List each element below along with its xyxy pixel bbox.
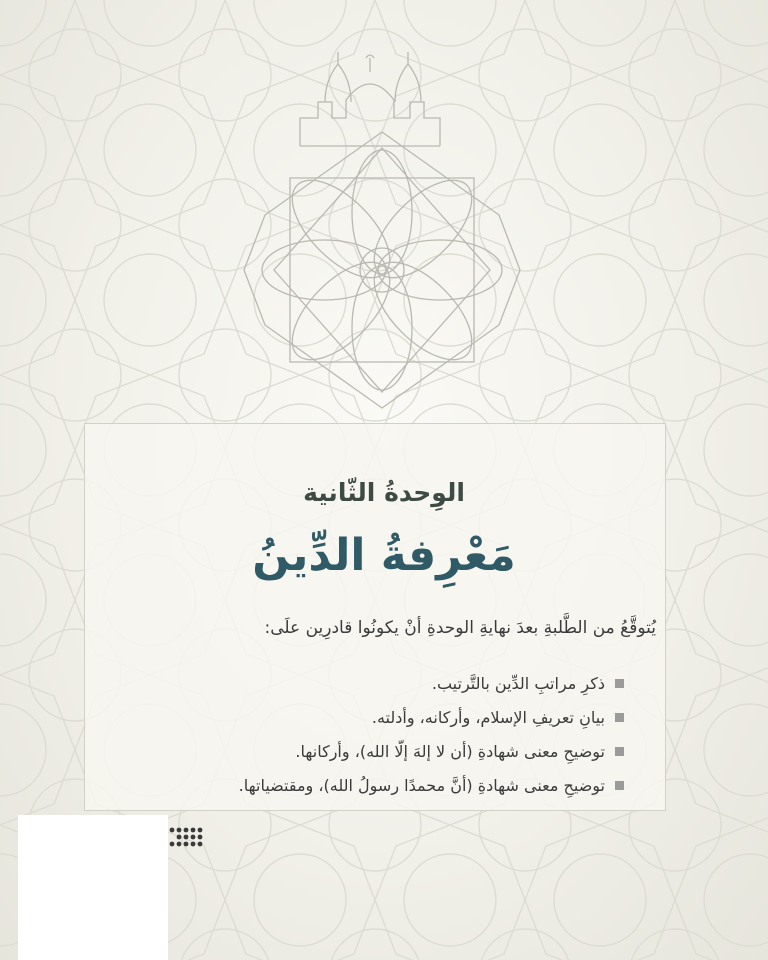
goal-text: توضيحِ معنى شهادةِ (أنَّ محمدًا رسولُ الله)، ومقتضياتها. <box>238 775 605 795</box>
goal-text: بيانِ تعريفِ الإسلام، وأركانه، وأدلته. <box>371 707 605 727</box>
goal-item <box>239 666 624 700</box>
goal-item <box>239 768 624 802</box>
goal-item <box>239 700 624 734</box>
goal-item <box>239 734 624 768</box>
square-bullet-icon <box>615 713 624 722</box>
square-bullet-icon <box>615 679 624 688</box>
goal-text: ذكرِ مراتبِ الدِّين بالتَّرتيب. <box>431 673 605 693</box>
unit-title: مَعْرِفةُ الدِّينُ <box>252 530 516 581</box>
unit-label: الوِحدةُ الثّانية <box>303 478 465 507</box>
goal-text: توضيحِ معنى شهادةِ (أن لا إلهَ إلّا الله)، وأركانها. <box>295 741 605 761</box>
square-bullet-icon <box>615 781 624 790</box>
blank-corner-box <box>18 815 168 960</box>
dot-grid-icon <box>168 826 204 852</box>
intro-text: يُتوقَّعُ من الطَّلبةِ بعدَ نهايةِ الوحدةِ أنْ يكونُوا قادرِين علَى: <box>264 618 656 638</box>
square-bullet-icon <box>615 747 624 756</box>
goals-list <box>239 666 624 802</box>
